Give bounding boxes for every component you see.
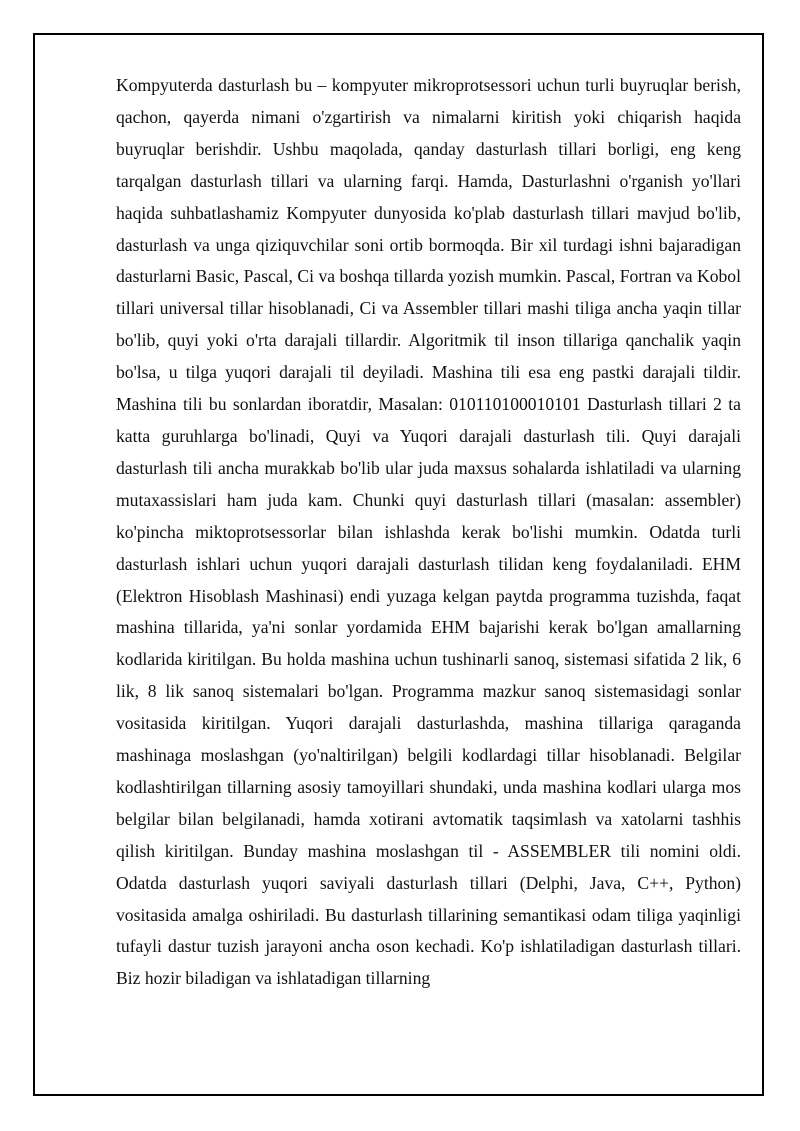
body-paragraph: Kompyuterda dasturlash bu – kompyuter mikroprotsessori uchun turli buyruqlar berish, qachon, qayerda nimani o'zgartirish va nimalarni kiritish yoki chiqarish haqida buyruqlar berishdir. Ushbu maqolada, qanday dasturlash tillari borligi, eng keng tarqalgan dasturlash tillari va ularning farqi. Hamda, Dasturlashni o'rganish yo'llari haqida suhbatlashamiz Kompyuter dunyosida ko'plab dasturlash tillari mavjud bo'lib, dasturlash va unga qiziquvchilar soni ortib bormoqda. Bir xil turdagi ishni bajaradigan dasturlarni Basic, Pascal, Ci va boshqa tillarda yozish mumkin. Pascal, Fortran va Kobol tillari universal tillar hisoblanadi, Ci va Assembler tillari mashi tiliga ancha yaqin tillar bo'lib, quyi yoki o'rta darajali tillardir. Algoritmik til inson tillariga qanchalik yaqin bo'lsa, u tilga yuqori darajali til deyiladi. Mashina tili esa eng pastki darajali tildir. Mashina tili bu sonlardan iboratdir, Masalan: 010110100010101 Dasturlash tillari 2 ta katta guruhlarga bo'linadi, Quyi va Yuqori darajali dasturlash tili. Quyi darajali dasturlash tili ancha murakkab bo'lib ular juda maxsus sohalarda ishlatiladi va ularning mutaxassislari ham juda kam. Chunki quyi dasturlash tillari (masalan: assembler) ko'pincha miktoprotsessorlar bilan ishlashda kerak bo'lishi mumkin. Odatda turli dasturlash ishlari uchun yuqori darajali dasturlash tilidan keng foydalaniladi. EHM (Elektron Hisoblash Mashinasi) endi yuzaga kelgan paytda programma tuzishda, faqat mashina tillarida, ya'ni sonlar yordamida EHM bajarishi kerak bo'lgan amallarning kodlarida kiritilgan. Bu holda mashina uchun tushinarli sanoq, sistemasi sifatida 2 lik, 6 lik, 8 lik sanoq sistemalari bo'lgan. Programma mazkur sanoq sistemasidagi sonlar vositasida kiritilgan. Yuqori darajali dasturlashda, mashina tillariga qaraganda mashinaga moslashgan (yo'naltirilgan) belgili kodlardagi tillar hisoblanadi. Belgilar kodlashtirilgan tillarning asosiy tamoyillari shundaki, unda mashina kodlari ularga mos belgilar bilan belgilanadi, hamda xotirani avtomatik taqsimlash va xatolarni tashhis qilish kiritilgan. Bunday mashina moslashgan til - ASSEMBLER tili nomini oldi. Odatda dasturlash yuqori saviyali dasturlash tillari (Delphi, Java, C++, Python) vositasida amalga oshiriladi. Bu dasturlash tillarining semantikasi odam tiliga yaqinligi tufayli dastur tuzish jarayoni ancha oson kechadi. Ko'p ishlatiladigan dasturlash tillari. Biz hozir biladigan va ishlatadigan tillarning xyxy=(116,75,741,989)
